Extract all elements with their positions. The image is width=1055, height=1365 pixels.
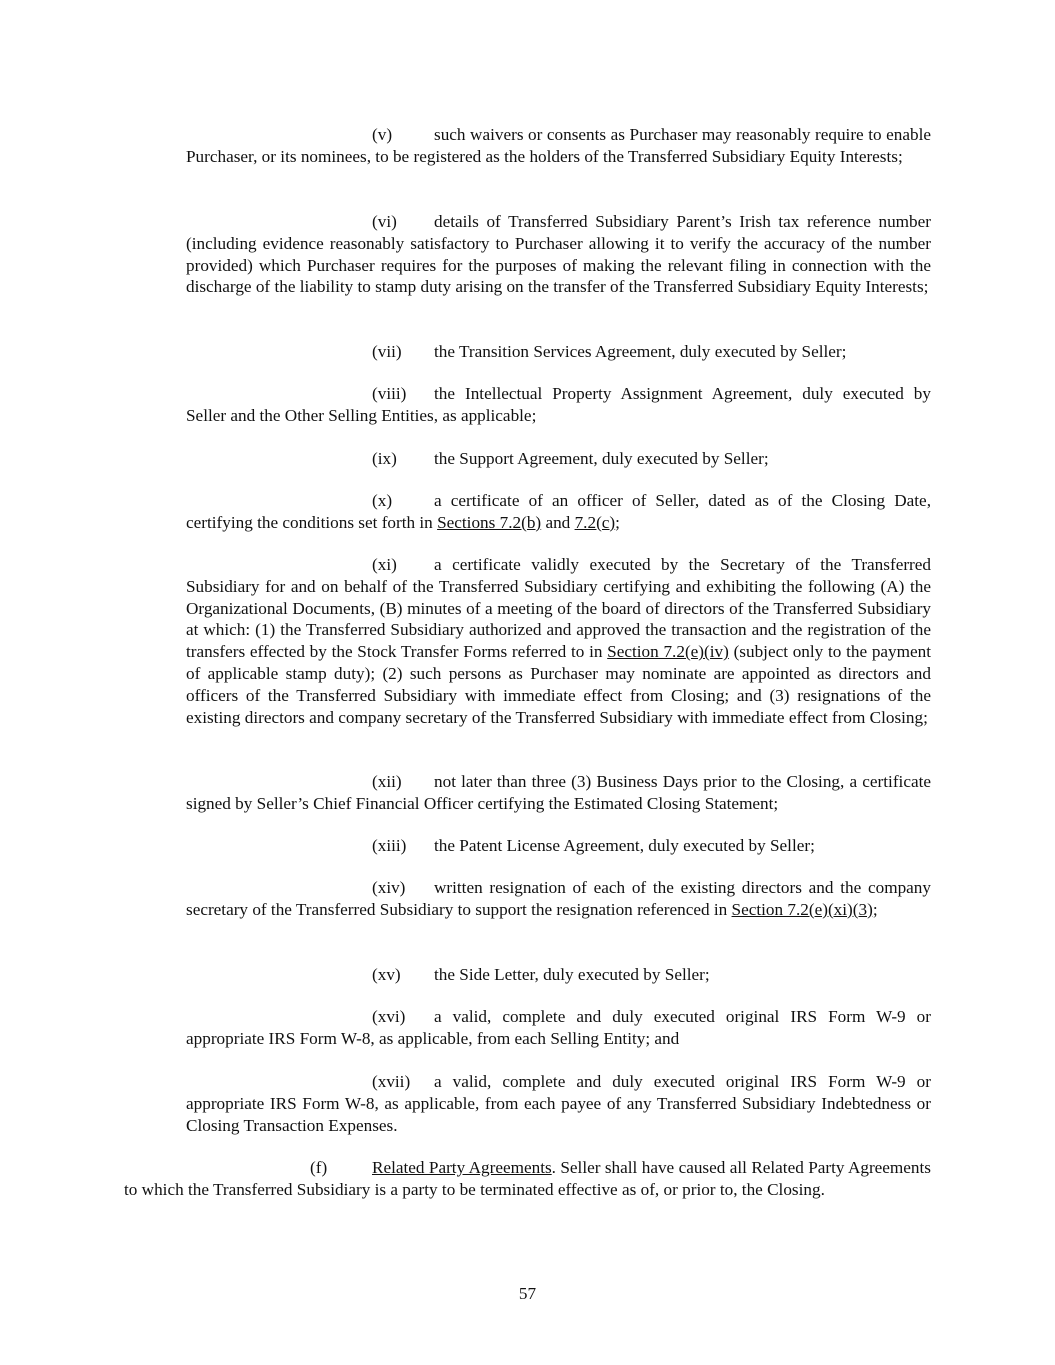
section-reference: Sections 7.2(b) bbox=[437, 512, 542, 532]
clause-viii bbox=[186, 383, 931, 427]
clause-text: a certificate of an officer of Seller, dated as of the Closing Date, certifying the conditions set forth in bbox=[186, 491, 931, 532]
clause-number: (xi) bbox=[372, 555, 397, 574]
section-reference: Section 7.2(e)(iv) bbox=[607, 642, 729, 662]
clause-text: the Side Letter, duly executed by Seller; bbox=[434, 965, 710, 984]
clause-text: a valid, complete and duly executed original IRS Form W-9 or appropriate IRS Form W-8, as applicable, from each Selling Entity; and bbox=[186, 1007, 931, 1048]
section-number: (f) bbox=[310, 1158, 328, 1177]
clause-number: (xv) bbox=[372, 965, 401, 984]
clause-text: ; bbox=[872, 899, 878, 919]
clause-text: a valid, complete and duly executed original IRS Form W-9 or appropriate IRS Form W-8, as applicable, from each payee of any Transferred Subsidiary Indebtedness or Closing Transaction Expenses. bbox=[186, 1072, 931, 1135]
clause-vii bbox=[186, 341, 931, 363]
clause-v bbox=[186, 124, 931, 168]
clause-xii bbox=[186, 771, 931, 815]
clause-text: (subject only to the payment of applicable stamp duty); (2) such persons as Purchaser may nominate are appointed as directors and officers of the Transferred Subsidiary with immediate effect from Closing; and (3) resignations of the existing directors and company secretary of the Transferred Subsidiary with immediate effect from Closing; bbox=[186, 642, 932, 727]
clause-text: and bbox=[541, 512, 575, 532]
clause-xvi bbox=[186, 1006, 931, 1050]
section-f bbox=[124, 1157, 931, 1201]
clause-text: the Intellectual Property Assignment Agreement, duly executed by Seller and the Other Selling Entities, as applicable; bbox=[186, 384, 931, 425]
section-heading: Related Party Agreements bbox=[372, 1158, 552, 1177]
section-reference: Section 7.2(e)(xi)(3) bbox=[731, 899, 873, 919]
clause-text: such waivers or consents as Purchaser may reasonably require to enable Purchaser, or its nominees, to be registered as the holders of the Transferred Subsidiary Equity Interests; bbox=[186, 125, 931, 166]
clause-number: (ix) bbox=[372, 449, 397, 468]
clause-xiii bbox=[186, 835, 931, 857]
section-text: . Seller shall have caused all Related Party Agreements to which the Transferred Subsidiary is a party to be terminated effective as of, or prior to, the Closing. bbox=[124, 1158, 931, 1199]
clause-number: (v) bbox=[372, 125, 393, 144]
clause-number: (vi) bbox=[372, 212, 397, 231]
clause-xiv bbox=[186, 877, 931, 921]
clause-number: (x) bbox=[372, 491, 393, 510]
clause-text: ; bbox=[615, 512, 620, 532]
clause-xv bbox=[186, 964, 931, 986]
clause-number: (vii) bbox=[372, 342, 402, 361]
page-number: 57 bbox=[518, 1284, 537, 1303]
clause-text: written resignation of each of the existing directors and the company secretary of the Transferred Subsidiary to support the resignation referenced in bbox=[186, 878, 931, 919]
clause-number: (xiii) bbox=[372, 836, 407, 855]
clause-text: a certificate validly executed by the Secretary of the Transferred Subsidiary for and on behalf of the Transferred Subsidiary certifying and exhibiting the following (A) the Organizational Documents, (B) minutes of a meeting of the board of directors of the Transferred Subsidiary at which: (1) the Transferred Subsidiary authorized and approved the transaction and the registration of the transfers effected by the Stock Transfer Forms referred to in bbox=[186, 555, 931, 662]
section-reference: 7.2(c) bbox=[574, 512, 616, 532]
clause-vi bbox=[186, 211, 931, 298]
clause-ix bbox=[186, 448, 931, 470]
clause-text: the Patent License Agreement, duly executed by Seller; bbox=[434, 836, 815, 855]
clause-number: (xvi) bbox=[372, 1007, 406, 1026]
clause-number: (xii) bbox=[372, 772, 402, 791]
clause-xvii bbox=[186, 1071, 931, 1136]
clause-x bbox=[186, 490, 931, 534]
clause-text: the Support Agreement, duly executed by Seller; bbox=[434, 449, 769, 468]
clause-number: (viii) bbox=[372, 384, 407, 403]
clause-xi bbox=[186, 554, 931, 728]
clause-text: not later than three (3) Business Days prior to the Closing, a certificate signed by Seller’s Chief Financial Officer certifying the Estimated Closing Statement; bbox=[186, 772, 931, 813]
clause-number: (xvii) bbox=[372, 1072, 411, 1091]
clause-number: (xiv) bbox=[372, 878, 406, 897]
clause-text: details of Transferred Subsidiary Parent’s Irish tax reference number (including evidence reasonably satisfactory to Purchaser allowing it to verify the accuracy of the number provided) which Purchaser requires for the purposes of making the relevant filing in connection with the discharge of the liability to stamp duty arising on the transfer of the Transferred Subsidiary Equity Interests; bbox=[186, 212, 931, 297]
clause-text: the Transition Services Agreement, duly executed by Seller; bbox=[434, 342, 847, 361]
